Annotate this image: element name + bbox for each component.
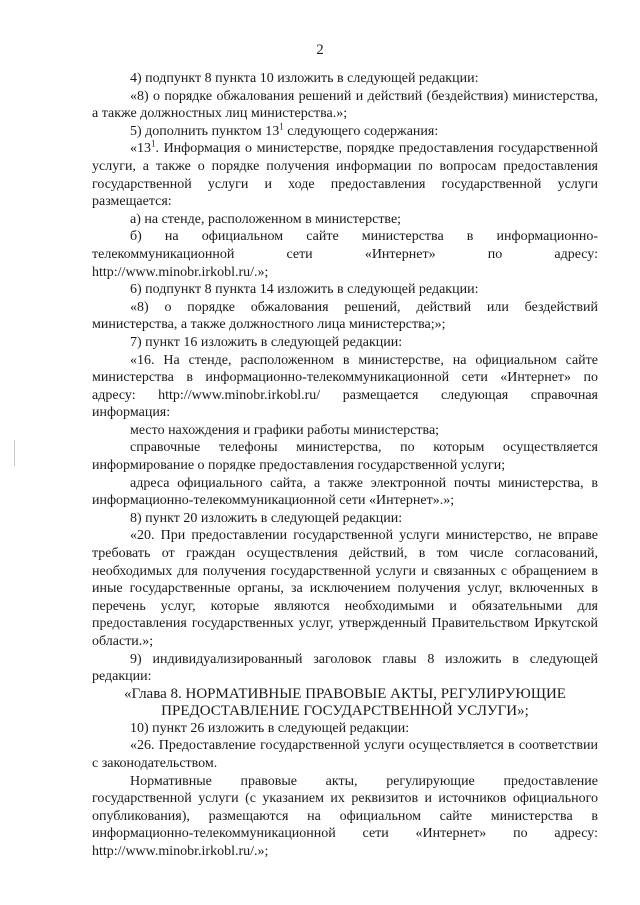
item-4: 4) подпункт 8 пункта 10 изложить в следующей редакции: [130,71,479,86]
info-phones: справочные телефоны министерства, по которым осуществляется информирование о порядке предоставления государственной услуги; [92,440,598,474]
info-location: место нахождения и графики работы министерства; [130,422,440,438]
item-26-acts: Нормативные правовые акты, регулирующие предоставление государственной услуги (с указанием их реквизитов и источников официального опубликования), размещаются на официальном сайте министерства в информационно-телекоммуникационной сети «Интернет» по адресу: http://www.minobr.irkobl.ru/.»; [92,773,598,859]
item-4-text: «8) о порядке обжалования решений и действий (бездействия) министерства, а также должностных лиц министерства.»; [92,88,598,122]
item-6-text: «8) о порядке обжалования решений, действий или бездействий министерства, а также должностного лица министерства;»; [92,299,598,333]
item-8: 8) пункт 20 изложить в следующей редакции: [130,510,403,526]
item-5-text-b: следующего содержания: [283,123,439,139]
chapter-heading-line-2: ПРЕДОСТАВЛЕНИЕ ГОСУДАРСТВЕННОЙ УСЛУГИ»; [161,702,529,719]
chapter-heading-line-1: «Глава 8. НОРМАТИВНЫЕ ПРАВОВЫЕ АКТЫ, РЕГУЛИРУЮЩИЕ [124,685,566,702]
item-a: а) на стенде, расположенном в министерстве; [130,211,402,227]
page-number: 2 [316,42,324,58]
item-b-url: http://www.minobr.irkobl.ru/.»; [92,264,269,280]
item-20-text: «20. При предоставлении государственной услуги министерство, не вправе требовать от граждан осуществления действий, в том числе согласований, необходимых для получения государственной услуги и связанных с обращением в иные государственные органы, за исключением получения услуг, включенных в перечень услуг, которые являются необходимыми и обязательными для предоставления государственных услуг, утвержденный Правительством Иркутской области.»; [92,528,598,649]
margin-mark [14,440,15,466]
item-5-sup: 1 [279,121,284,132]
item-13-1 [92,140,598,210]
item-13-1-num: «13 [130,141,151,157]
item-6: 6) подпункт 8 пункта 14 изложить в следующей редакции: [130,282,479,298]
item-5-text-a: 5) дополнить пунктом 13 [130,123,280,139]
item-13-1-text: . Информация о министерстве, порядке предоставления государственной услуги, а также о порядке получения информации по вопросам предоставления государственной услуги и ходе предоставления государственной услуги размещается: [92,141,598,210]
item-10: 10) пункт 26 изложить в следующей редакции: [130,720,410,736]
item-16-text: «16. На стенде, расположенном в министерстве, на официальном сайте министерства в информационно-телекоммуникационной сети «Интернет» по адресу: http://www.minobr.irkobl.ru/ размещается следующая справочная информация: [92,352,598,421]
document-body [92,70,598,861]
item-9: 9) индивидуализированный заголовок главы 8 изложить в следующей редакции: [92,651,598,685]
item-7: 7) пункт 16 изложить в следующей редакции: [130,334,403,350]
info-addresses: адреса официального сайта, а также электронной почты министерства, в информационно-телекоммуникационной сети «Интернет».»; [92,475,598,509]
item-5 [92,123,598,141]
item-26-text: «26. Предоставление государственной услуги осуществляется в соответствии с законодательством. [92,738,598,771]
item-b: б) на официальном сайте министерства в информационно-телекоммуникационной сети «Интернет» по адресу: [92,229,598,262]
item-13-1-sup: 1 [151,138,156,149]
